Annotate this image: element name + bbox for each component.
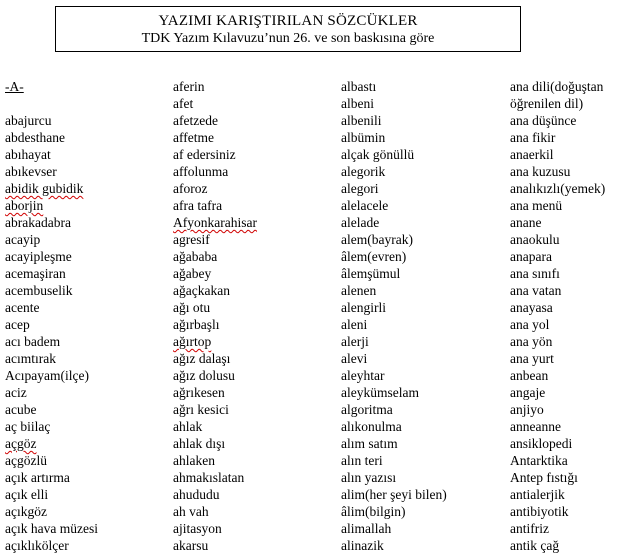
word-entry: analıkızlı(yemek) bbox=[510, 181, 606, 196]
word-entry: ağabey bbox=[173, 266, 212, 281]
word-entry: abajurcu bbox=[5, 113, 52, 128]
word-entry: antifriz bbox=[510, 521, 549, 536]
word-entry: ağız dalaşı bbox=[173, 351, 231, 366]
word-entry: Acıpayam(ilçe) bbox=[5, 368, 89, 383]
word-entry: ahlak dışı bbox=[173, 436, 226, 451]
word-entry: af edersiniz bbox=[173, 147, 236, 162]
word-entry: aç biilaç bbox=[5, 419, 51, 434]
word-column-4 bbox=[510, 78, 635, 554]
word-entry: anneanne bbox=[510, 419, 561, 434]
word-entry: ana sınıfı bbox=[510, 266, 560, 281]
word-entry: ahmakıslatan bbox=[173, 470, 245, 485]
word-entry: ana yurt bbox=[510, 351, 554, 366]
word-entry: alim(her şeyi bilen) bbox=[341, 487, 447, 502]
word-entry: anaerkil bbox=[510, 147, 554, 162]
word-entry: açıklıkölçer bbox=[5, 538, 69, 553]
word-entry: ahududu bbox=[173, 487, 220, 502]
word-entry: alım satım bbox=[341, 436, 398, 451]
word-entry: ah vah bbox=[173, 504, 209, 519]
word-entry: alın teri bbox=[341, 453, 383, 468]
word-entry: alelade bbox=[341, 215, 380, 230]
word-entry: ağaçkakan bbox=[173, 283, 230, 298]
word-entry: abidik gubidik bbox=[5, 181, 84, 196]
word-entry: Afyonkarahisar bbox=[173, 215, 257, 230]
word-entry: alimallah bbox=[341, 521, 392, 536]
word-entry: aferin bbox=[173, 79, 205, 94]
word-entry: abıhayat bbox=[5, 147, 51, 162]
word-entry: öğrenilen dil) bbox=[510, 96, 584, 111]
word-entry bbox=[5, 95, 155, 112]
word-entry: açıkgöz bbox=[5, 504, 47, 519]
word-entry: açık hava müzesi bbox=[5, 521, 98, 536]
word-entry: âlemşümul bbox=[341, 266, 401, 281]
word-entry: acemaşiran bbox=[5, 266, 66, 281]
word-entry: alın yazısı bbox=[341, 470, 397, 485]
word-entry: ağırbaşlı bbox=[173, 317, 220, 332]
word-entry: alenen bbox=[341, 283, 377, 298]
word-entry: affetme bbox=[173, 130, 214, 145]
word-entry: âlem(evren) bbox=[341, 249, 407, 264]
word-entry: acayipleşme bbox=[5, 249, 72, 264]
word-entry: abrakadabra bbox=[5, 215, 71, 230]
word-entry: aleni bbox=[341, 317, 368, 332]
word-entry: abıkevser bbox=[5, 164, 57, 179]
word-entry: albastı bbox=[341, 79, 377, 94]
word-entry: aleykümselam bbox=[341, 385, 419, 400]
word-entry: albenili bbox=[341, 113, 382, 128]
word-entry: aciz bbox=[5, 385, 27, 400]
word-entry: anbean bbox=[510, 368, 549, 383]
word-entry: affolunma bbox=[173, 164, 229, 179]
section-header-a: -A- bbox=[5, 79, 24, 94]
word-entry: ağrıkesen bbox=[173, 385, 225, 400]
word-entry: ahlaken bbox=[173, 453, 215, 468]
word-entry: açık elli bbox=[5, 487, 49, 502]
word-entry: acembuselik bbox=[5, 283, 73, 298]
word-entry: ağrı kesici bbox=[173, 402, 229, 417]
word-column-1 bbox=[5, 78, 155, 554]
word-column-2 bbox=[173, 78, 323, 554]
word-entry: afra tafra bbox=[173, 198, 223, 213]
word-entry: ahlak bbox=[173, 419, 203, 434]
word-entry: ana menü bbox=[510, 198, 563, 213]
word-entry: alevi bbox=[341, 351, 368, 366]
word-entry: alinazik bbox=[341, 538, 384, 553]
word-entry: alegori bbox=[341, 181, 379, 196]
word-entry: ana düşünce bbox=[510, 113, 577, 128]
word-entry: antibiyotik bbox=[510, 504, 569, 519]
word-entry: ana yol bbox=[510, 317, 550, 332]
word-entry: acube bbox=[5, 402, 37, 417]
word-entry: Antep fıstığı bbox=[510, 470, 578, 485]
word-entry: akarsu bbox=[173, 538, 209, 553]
word-entry: açgöz bbox=[5, 436, 37, 451]
word-entry: Antarktika bbox=[510, 453, 568, 468]
word-entry: alelacele bbox=[341, 198, 389, 213]
word-entry: ağı otu bbox=[173, 300, 211, 315]
word-entry: ana kuzusu bbox=[510, 164, 571, 179]
word-entry: ağababa bbox=[173, 249, 218, 264]
word-entry: ana fikir bbox=[510, 130, 556, 145]
word-entry: aleyhtar bbox=[341, 368, 385, 383]
word-entry: antik çağ bbox=[510, 538, 560, 553]
word-entry: albeni bbox=[341, 96, 374, 111]
word-entry: acayip bbox=[5, 232, 41, 247]
word-entry: angaje bbox=[510, 385, 546, 400]
word-entry: acımtırak bbox=[5, 351, 56, 366]
word-entry: anane bbox=[510, 215, 542, 230]
word-entry: afet bbox=[173, 96, 194, 111]
word-entry: ana yön bbox=[510, 334, 553, 349]
word-entry: anayasa bbox=[510, 300, 553, 315]
word-entry: aborjin bbox=[5, 198, 44, 213]
title-box bbox=[55, 6, 521, 52]
page-title: YAZIMI KARIŞTIRILAN SÖZCÜKLER bbox=[158, 13, 418, 29]
word-entry: açık artırma bbox=[5, 470, 70, 485]
word-entry: alçak gönüllü bbox=[341, 147, 415, 162]
word-entry: acente bbox=[5, 300, 40, 315]
word-entry: âlim(bilgin) bbox=[341, 504, 406, 519]
word-entry: alem(bayrak) bbox=[341, 232, 413, 247]
word-entry: ajitasyon bbox=[173, 521, 222, 536]
word-entry: alegorik bbox=[341, 164, 386, 179]
word-entry: anjiyo bbox=[510, 402, 544, 417]
word-entry: ansiklopedi bbox=[510, 436, 573, 451]
word-entry: acı badem bbox=[5, 334, 61, 349]
page-subtitle: TDK Yazım Kılavuzu’nun 26. ve son baskısına göre bbox=[141, 31, 435, 46]
word-entry: anapara bbox=[510, 249, 552, 264]
word-entry: agresif bbox=[173, 232, 210, 247]
word-entry: afetzede bbox=[173, 113, 218, 128]
word-entry: algoritma bbox=[341, 402, 393, 417]
word-entry: acep bbox=[5, 317, 30, 332]
word-entry: açgözlü bbox=[5, 453, 47, 468]
word-entry: anaokulu bbox=[510, 232, 560, 247]
word-entry: aforoz bbox=[173, 181, 208, 196]
word-entry: alengirli bbox=[341, 300, 386, 315]
word-entry: ana vatan bbox=[510, 283, 562, 298]
word-entry: alerji bbox=[341, 334, 369, 349]
word-entry: ana dili(doğuştan bbox=[510, 79, 604, 94]
word-entry: alıkonulma bbox=[341, 419, 402, 434]
word-entry: abdesthane bbox=[5, 130, 65, 145]
word-entry: antialerjik bbox=[510, 487, 565, 502]
word-entry: ağırtop bbox=[173, 334, 212, 349]
word-entry: albümin bbox=[341, 130, 386, 145]
word-entry: ağız dolusu bbox=[173, 368, 235, 383]
word-column-3 bbox=[341, 78, 491, 554]
